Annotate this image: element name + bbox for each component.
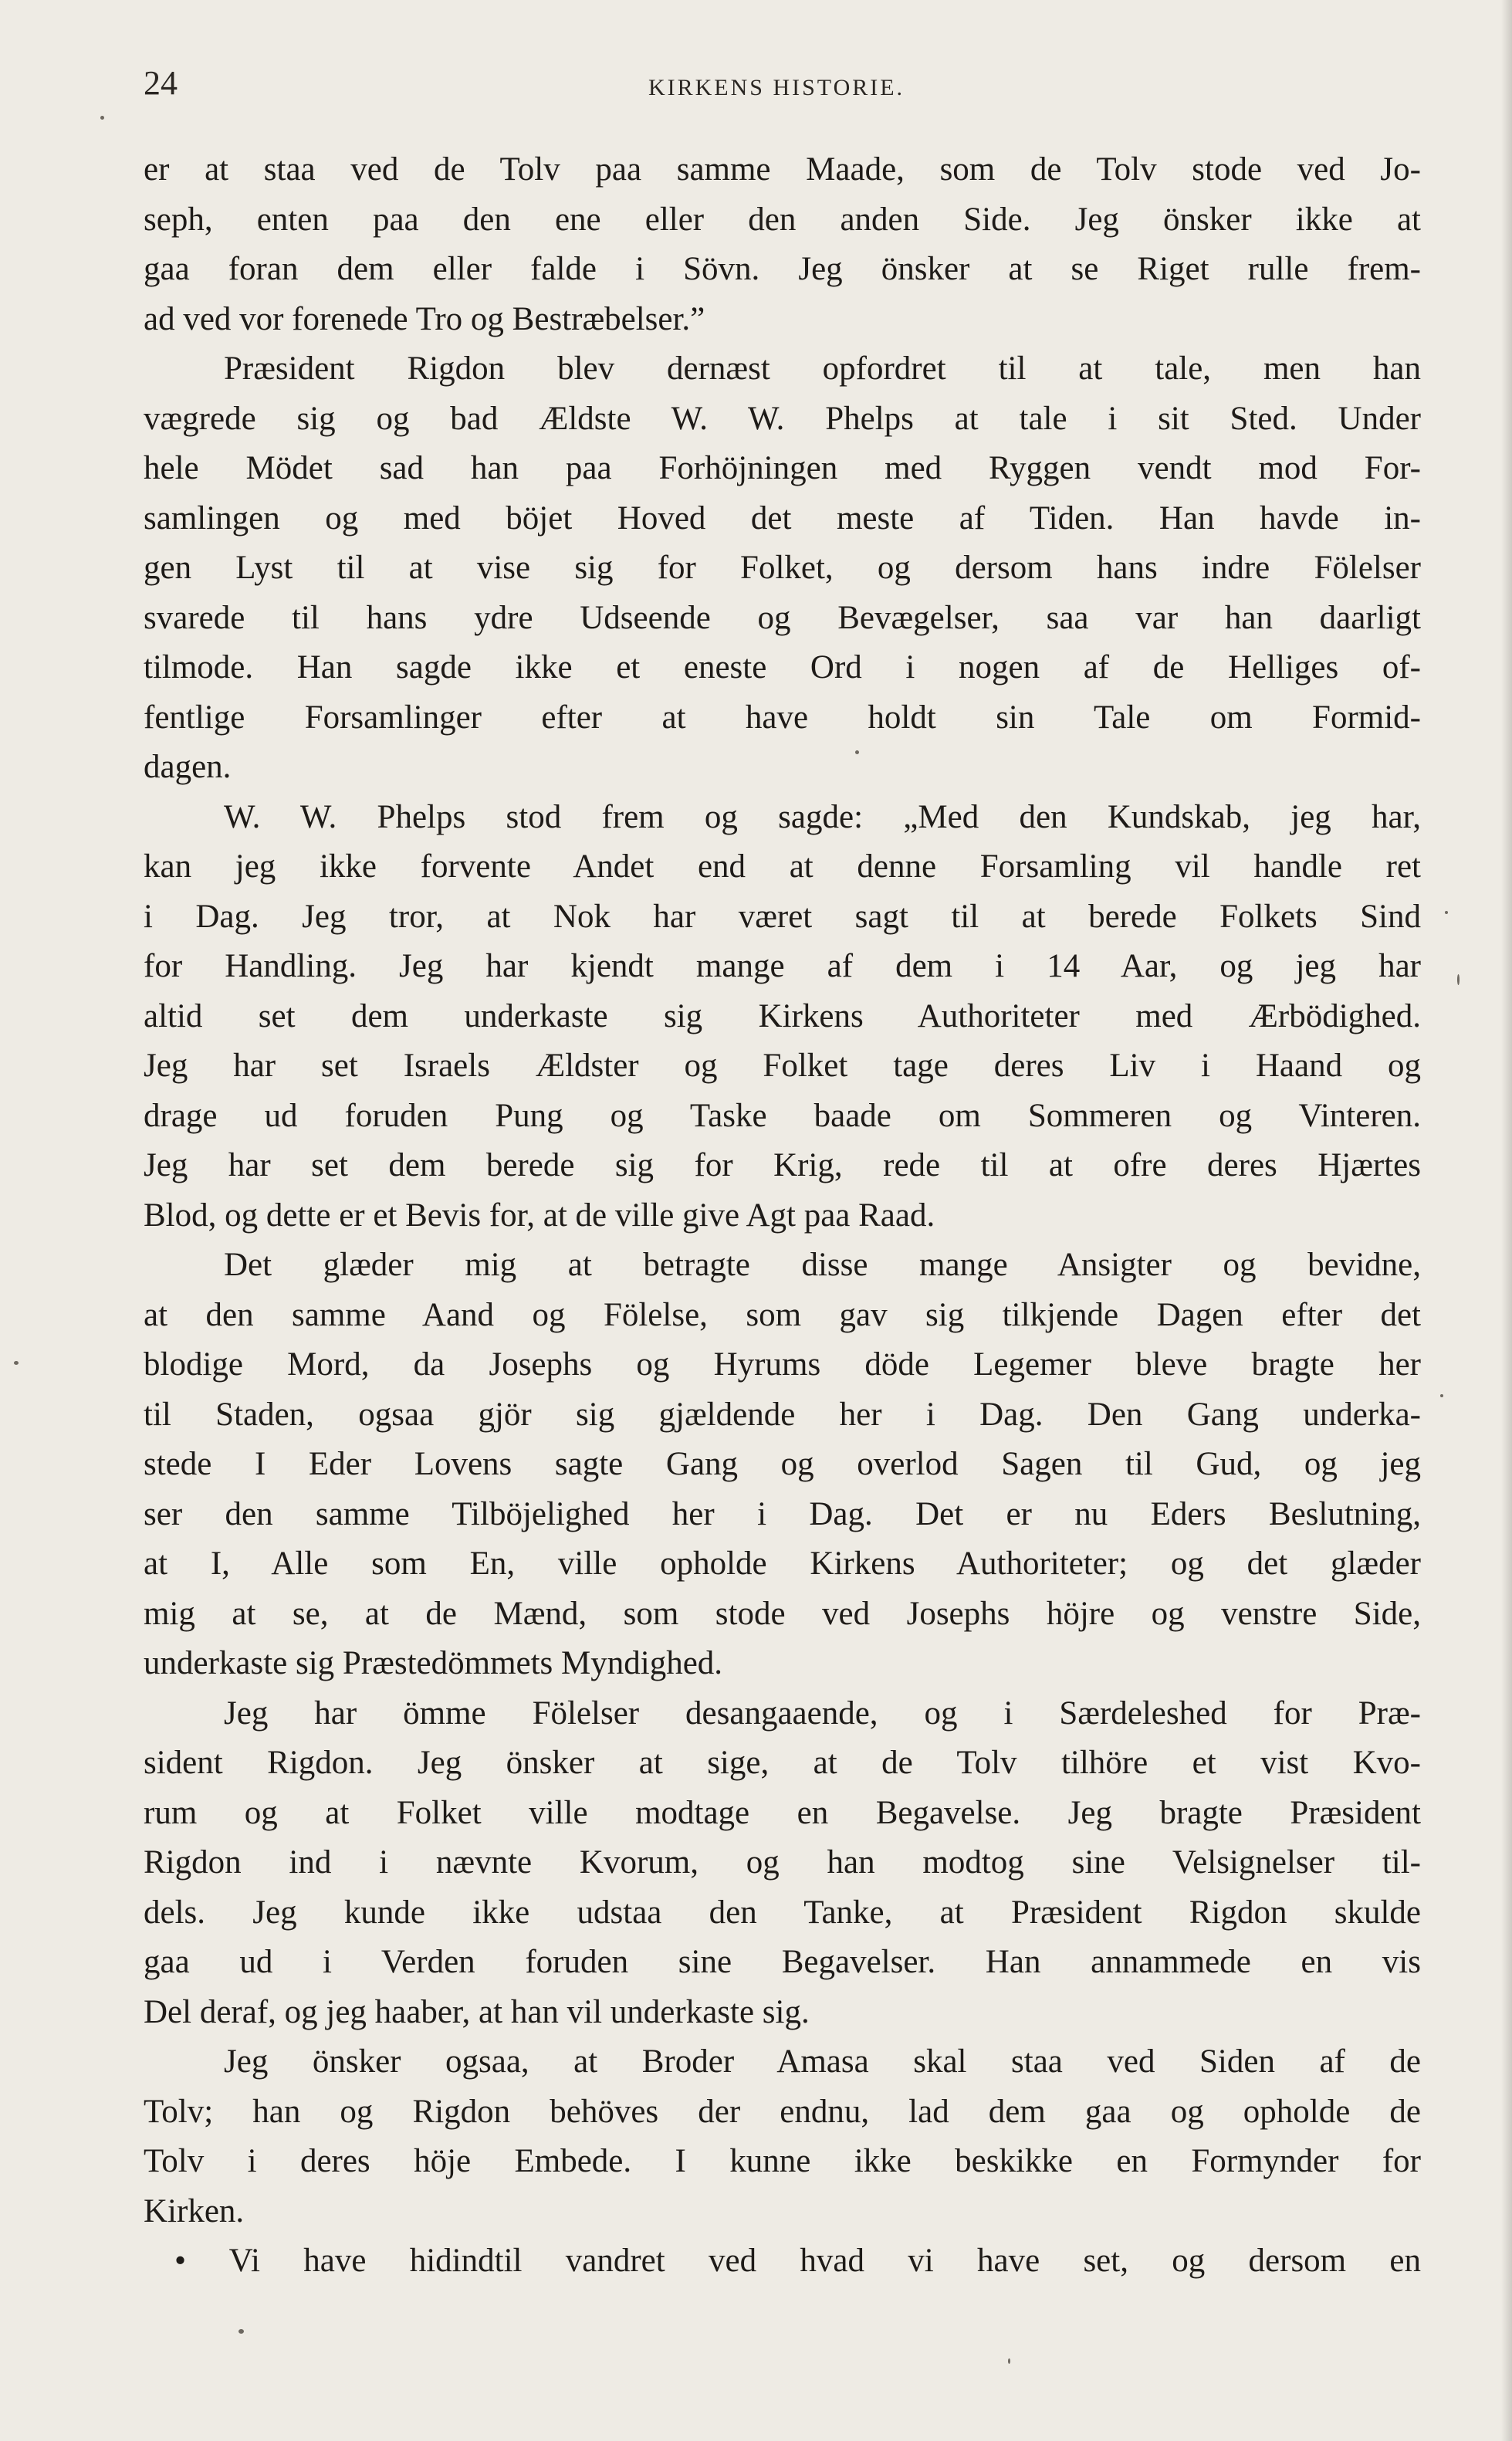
ink-speck bbox=[855, 750, 859, 754]
text-line: gaa ud i Verden foruden sine Begavelser. Han annammede en vis bbox=[144, 1944, 1421, 1980]
text-line: Jeg har set dem berede sig for Krig, rede til at ofre deres Hjærtes bbox=[144, 1147, 1421, 1183]
ink-speck bbox=[1008, 2358, 1010, 2364]
text-line: Tolv; han og Rigdon behöves der endnu, lad dem gaa og opholde de bbox=[144, 2093, 1421, 2130]
text-line: drage ud foruden Pung og Taske baade om Sommeren og Vinteren. bbox=[144, 1097, 1421, 1134]
page-number: 24 bbox=[144, 64, 178, 102]
text-line: Præsident Rigdon blev dernæst opfordret til at tale, men han bbox=[224, 350, 1421, 387]
text-line: dels. Jeg kunde ikke udstaa den Tanke, at Præsident Rigdon skulde bbox=[144, 1894, 1421, 1931]
text-line: tilmode. Han sagde ikke et eneste Ord i nogen af de Helliges of- bbox=[144, 649, 1421, 686]
text-line: ad ved vor forenede Tro og Bestræbelser.” bbox=[144, 300, 705, 337]
text-line: kan jeg ikke forvente Andet end at denne Forsamling vil handle ret bbox=[144, 848, 1421, 885]
page-header bbox=[144, 60, 1409, 107]
text-line: W. W. Phelps stod frem og sagde: „Med den Kundskab, jeg har, bbox=[224, 798, 1421, 835]
text-line: rum og at Folket ville modtage en Begavelse. Jeg bragte Præsident bbox=[144, 1794, 1421, 1831]
text-line: Blod, og dette er et Bevis for, at de ville give Agt paa Raad. bbox=[144, 1197, 935, 1234]
text-line: ser den samme Tilböjelighed her i Dag. Det er nu Eders Beslutning, bbox=[144, 1495, 1421, 1532]
text-line: i Dag. Jeg tror, at Nok har været sagt til at berede Folkets Sind bbox=[144, 898, 1421, 935]
text-line: underkaste sig Præstedömmets Myndighed. bbox=[144, 1645, 723, 1681]
text-line: Jeg har ömme Fölelser desangaaende, og i Særdeleshed for Præ- bbox=[224, 1694, 1421, 1732]
ink-speck bbox=[1457, 974, 1460, 985]
body-text bbox=[144, 145, 1421, 2287]
page-edge-shadow bbox=[1501, 0, 1512, 2441]
text-line: Det glæder mig at betragte disse mange Ansigter og bevidne, bbox=[224, 1247, 1421, 1283]
text-line: Tolv i deres höje Embede. I kunne ikke beskikke en Formynder for bbox=[144, 2143, 1421, 2179]
text-line: for Handling. Jeg har kjendt mange af dem i 14 Aar, og jeg har bbox=[144, 948, 1421, 984]
text-line: blodige Mord, da Josephs og Hyrums döde Legemer bleve bragte her bbox=[144, 1346, 1421, 1383]
text-line: Rigdon ind i nævnte Kvorum, og han modtog sine Velsignelser til- bbox=[144, 1844, 1421, 1881]
text-line: gaa foran dem eller falde i Sövn. Jeg önsker at se Riget rulle frem- bbox=[144, 251, 1421, 287]
text-line: sident Rigdon. Jeg önsker at sige, at de Tolv tilhöre et vist Kvo- bbox=[144, 1745, 1421, 1781]
text-line: fentlige Forsamlinger efter at have holdt sin Tale om Formid- bbox=[144, 699, 1421, 736]
text-line: Del deraf, og jeg haaber, at han vil underkaste sig. bbox=[144, 1993, 810, 2030]
ink-speck bbox=[238, 2329, 244, 2334]
text-line: vægrede sig og bad Ældste W. W. Phelps at tale i sit Sted. Under bbox=[144, 400, 1421, 437]
text-line: seph, enten paa den ene eller den anden Side. Jeg önsker ikke at bbox=[144, 201, 1421, 238]
text-line: til Staden, ogsaa gjör sig gjældende her i Dag. Den Gang underka- bbox=[144, 1396, 1421, 1433]
text-line: at I, Alle som En, ville opholde Kirkens Authoriteter; og det glæder bbox=[144, 1546, 1421, 1582]
text-line: Kirken. bbox=[144, 2192, 245, 2229]
ink-speck bbox=[1445, 911, 1448, 914]
text-line: Jeg har set Israels Ældster og Folket tage deres Liv i Haand og bbox=[144, 1048, 1421, 1084]
text-line: hele Mödet sad han paa Forhöjningen med Ryggen vendt mod For- bbox=[144, 450, 1421, 486]
text-line: er at staa ved de Tolv paa samme Maade, som de Tolv stode ved Jo- bbox=[144, 151, 1421, 188]
text-line: Jeg önsker ogsaa, at Broder Amasa skal staa ved Siden af de bbox=[224, 2043, 1421, 2080]
text-line: altid set dem underkaste sig Kirkens Authoriteter med Ærbödighed. bbox=[144, 997, 1421, 1034]
ink-speck bbox=[100, 116, 104, 120]
running-head: KIRKENS HISTORIE. bbox=[648, 75, 905, 100]
ink-speck bbox=[1440, 1394, 1443, 1397]
text-line: dagen. bbox=[144, 749, 232, 785]
text-line: at den samme Aand og Fölelse, som gav sig tilkjende Dagen efter det bbox=[144, 1296, 1421, 1333]
text-line: mig at se, at de Mænd, som stode ved Josephs höjre og venstre Side, bbox=[144, 1595, 1421, 1632]
text-line: • Vi have hidindtil vandret ved hvad vi have set, og dersom en bbox=[174, 2243, 1421, 2279]
text-line: gen Lyst til at vise sig for Folket, og dersom hans indre Fölelser bbox=[144, 550, 1421, 586]
ink-speck bbox=[14, 1361, 19, 1365]
text-line: svarede til hans ydre Udseende og Bevægelser, saa var han daarligt bbox=[144, 599, 1421, 636]
text-line: stede I Eder Lovens sagte Gang og overlod Sagen til Gud, og jeg bbox=[144, 1446, 1421, 1482]
text-line: samlingen og med böjet Hoved det meste af Tiden. Han havde in- bbox=[144, 499, 1421, 537]
